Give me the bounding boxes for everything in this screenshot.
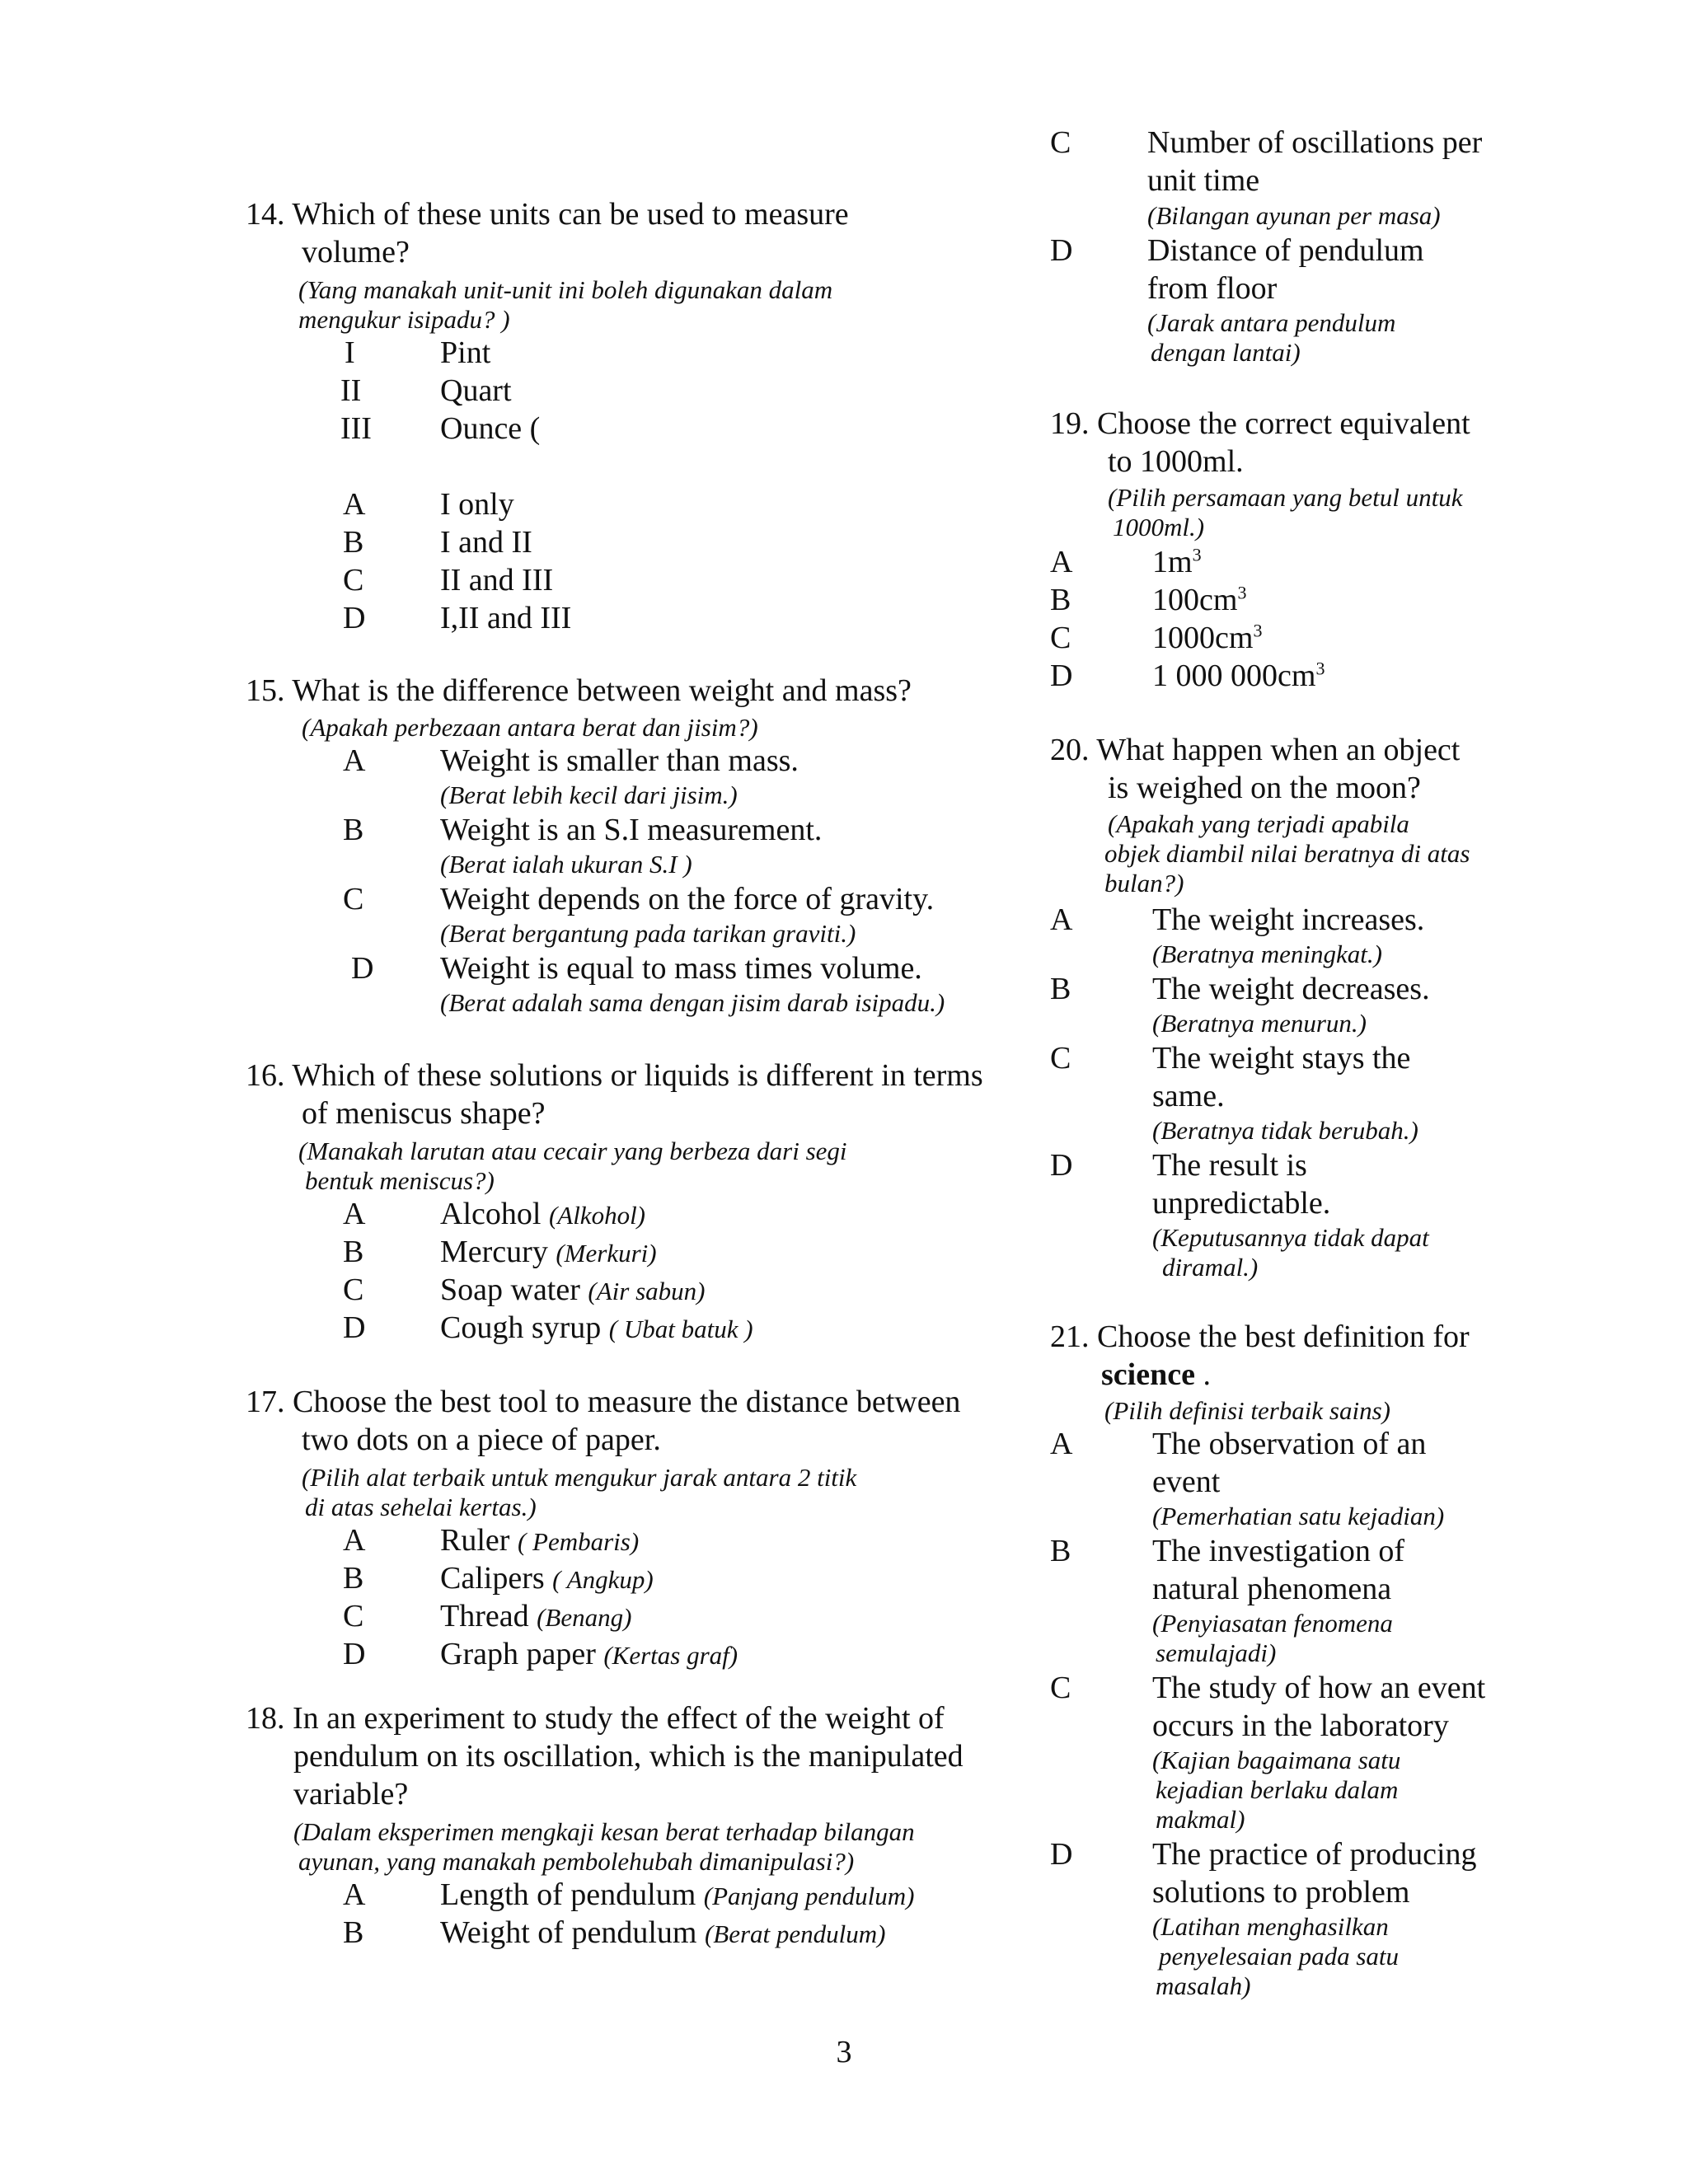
q21-option-b-text: The investigation of [1152, 1534, 1405, 1568]
q20-option-d-label: D [1050, 1148, 1073, 1183]
q19-option-c-label: C [1050, 621, 1071, 655]
q16-option-b [440, 1233, 657, 1272]
q20-option-c-label: C [1050, 1041, 1071, 1076]
q21-option-a-text: The observation of an [1152, 1427, 1427, 1461]
q18-option-d-text-cont: from floor [1147, 271, 1278, 306]
q14-item-i-text: Pint [440, 335, 491, 370]
q19-option-b [1152, 581, 1246, 619]
q14-option-d-label: D [343, 601, 366, 635]
q21-option-b-translation: (Penyiasatan fenomena [1152, 1609, 1393, 1638]
q17-option-c [440, 1597, 631, 1637]
keyword-science: science [1101, 1357, 1195, 1392]
q20-option-c-text: The weight stays the [1152, 1041, 1411, 1076]
superscript: 3 [1237, 582, 1247, 603]
q14-item-ii-text: Quart [440, 373, 512, 408]
q16-option-b-label: B [343, 1235, 364, 1269]
option-translation: ( Angkup) [552, 1565, 654, 1594]
option-translation: (Berat pendulum) [704, 1919, 886, 1948]
option-translation: (Alkohol) [548, 1201, 646, 1230]
question-18-text: 18. In an experiment to study the effect of the weight of [246, 1701, 945, 1736]
option-text: Weight of pendulum [440, 1915, 697, 1950]
q14-option-c-text: II and III [440, 563, 554, 598]
question-20-translation-cont: objek diambil nilai beratnya di atas [1104, 839, 1470, 868]
q17-option-c-label: C [343, 1599, 364, 1633]
q21-option-d-translation: (Latihan menghasilkan [1152, 1912, 1389, 1941]
q18-option-b-label: B [343, 1915, 364, 1950]
question-14-text-cont: volume? [302, 235, 410, 269]
question-17-translation: (Pilih alat terbaik untuk mengukur jarak antara 2 titik [302, 1463, 857, 1492]
question-18-translation: (Dalam eksperimen mengkaji kesan berat terhadap bilangan [293, 1817, 915, 1846]
q15-option-c-text: Weight depends on the force of gravity. [440, 882, 935, 916]
question-18-text-cont2: variable? [293, 1777, 409, 1811]
q17-option-b-label: B [343, 1561, 364, 1596]
q15-option-a-label: A [343, 743, 366, 778]
q15-option-d-label: D [351, 951, 374, 986]
q21-option-c-translation: (Kajian bagaimana satu [1152, 1746, 1401, 1774]
question-20-translation: (Apakah yang terjadi apabila [1108, 809, 1409, 838]
item-label: I [345, 335, 355, 370]
q21-option-d-translation-cont2: masalah) [1156, 1971, 1251, 2000]
q21-option-a-translation: (Pemerhatian satu kejadian) [1152, 1502, 1445, 1530]
q21-option-c-translation-cont2: makmal) [1156, 1805, 1245, 1834]
q18-option-b [440, 1914, 885, 1953]
option-text: Graph paper [440, 1637, 596, 1671]
question-15-translation: (Apakah perbezaan antara berat dan jisim?) [302, 713, 758, 742]
q20-option-b-translation: (Beratnya menurun.) [1152, 1009, 1367, 1038]
q14-item-ii: II [340, 373, 362, 408]
question-18-text-cont: pendulum on its oscillation, which is the manipulated [293, 1739, 964, 1774]
option-text: Calipers [440, 1561, 545, 1596]
q20-option-a-text: The weight increases. [1152, 902, 1425, 937]
q15-option-b-label: B [343, 813, 364, 847]
q18-option-c-translation: (Bilangan ayunan per masa) [1147, 201, 1441, 230]
q18-option-d-translation-cont: dengan lantai) [1151, 338, 1301, 367]
q21-option-a-label: A [1050, 1427, 1073, 1461]
question-20-text: 20. What happen when an object [1050, 733, 1461, 767]
q18-option-d-text: Distance of pendulum [1147, 233, 1424, 268]
question-20-text-cont: is weighed on the moon? [1108, 771, 1421, 805]
superscript: 3 [1315, 658, 1325, 679]
q15-option-d-text: Weight is equal to mass times volume. [440, 951, 922, 986]
q19-option-c [1152, 619, 1262, 657]
question-20-translation-cont2: bulan?) [1104, 869, 1184, 898]
option-text: Alcohol [440, 1197, 542, 1231]
q16-option-a-label: A [343, 1197, 366, 1231]
option-translation: (Merkuri) [556, 1239, 657, 1268]
question-16-translation: (Manakah larutan atau cecair yang berbeza dari segi [298, 1137, 847, 1165]
superscript: 3 [1253, 620, 1263, 641]
q16-option-a [440, 1195, 645, 1235]
punctuation: . [1194, 1357, 1211, 1392]
q18-option-c-text: Number of oscillations per [1147, 125, 1483, 160]
q21-option-c-label: C [1050, 1671, 1071, 1705]
q20-option-d-text-cont: unpredictable. [1152, 1186, 1331, 1221]
option-text: Mercury [440, 1235, 548, 1269]
question-16-translation-cont: bentuk meniscus?) [305, 1166, 495, 1195]
q20-option-d-translation: (Keputusannya tidak dapat [1152, 1223, 1429, 1252]
page-number: 3 [836, 2035, 852, 2069]
q17-option-a [440, 1521, 639, 1561]
q15-option-b-translation: (Berat ialah ukuran S.I ) [440, 850, 692, 879]
q20-option-a-translation: (Beratnya meningkat.) [1152, 940, 1382, 968]
q14-option-a-label: A [343, 487, 366, 522]
option-translation: (Benang) [537, 1603, 632, 1632]
q16-option-d [440, 1309, 753, 1348]
question-14-translation: (Yang manakah unit-unit ini boleh digunakan dalam [298, 275, 833, 304]
question-14-text: 14. Which of these units can be used to measure [246, 197, 849, 232]
q21-option-b-text-cont: natural phenomena [1152, 1572, 1392, 1606]
question-19-translation-cont: 1000ml.) [1113, 513, 1205, 541]
q14-option-b-label: B [343, 525, 364, 560]
question-17-translation-cont: di atas sehelai kertas.) [305, 1493, 537, 1521]
q19-option-d [1152, 657, 1325, 695]
q17-option-d-label: D [343, 1637, 366, 1671]
option-translation: ( Ubat batuk ) [608, 1315, 753, 1343]
option-translation: (Panjang pendulum) [703, 1882, 915, 1910]
q20-option-c-translation: (Beratnya tidak berubah.) [1152, 1116, 1418, 1145]
q21-option-b-translation-cont: semulajadi) [1156, 1638, 1277, 1667]
q14-option-c-label: C [343, 563, 364, 598]
option-text: Ruler [440, 1523, 510, 1558]
q15-option-c-label: C [343, 882, 364, 916]
option-text: 1m [1152, 545, 1193, 579]
q21-option-b-label: B [1050, 1534, 1071, 1568]
question-21-text-cont [1101, 1356, 1211, 1394]
question-15-text: 15. What is the difference between weight and mass? [246, 673, 912, 708]
option-text: Thread [440, 1599, 529, 1633]
q14-item-iii-text: Ounce ( [440, 411, 541, 446]
question-16-text-cont: of meniscus shape? [302, 1096, 546, 1131]
question-17-text-cont: two dots on a piece of paper. [302, 1422, 661, 1457]
question-14-translation-cont: mengukur isipadu? ) [298, 305, 510, 334]
option-text: 1 000 000cm [1152, 658, 1316, 693]
q14-item-iii: III [340, 411, 372, 446]
superscript: 3 [1192, 544, 1202, 565]
q20-option-b-label: B [1050, 972, 1071, 1006]
q15-option-a-text: Weight is smaller than mass. [440, 743, 799, 778]
option-text: Length of pendulum [440, 1877, 696, 1912]
question-21-text: 21. Choose the best definition for [1050, 1319, 1470, 1354]
q20-option-d-text: The result is [1152, 1148, 1307, 1183]
q14-option-a-text: I only [440, 487, 514, 522]
option-translation: ( Pembaris) [517, 1527, 640, 1556]
question-16-text: 16. Which of these solutions or liquids is different in terms [246, 1058, 983, 1093]
q16-option-d-label: D [343, 1310, 366, 1345]
q21-option-a-text-cont: event [1152, 1465, 1221, 1499]
q18-option-a-label: A [343, 1877, 366, 1912]
question-21-translation: (Pilih definisi terbaik sains) [1104, 1396, 1390, 1425]
q14-item-i [345, 334, 355, 372]
question-18-translation-cont: ayunan, yang manakah pembolehubah dimanipulasi?) [298, 1847, 855, 1876]
q17-option-d [440, 1635, 738, 1675]
q19-option-d-label: D [1050, 658, 1073, 693]
q18-option-c-text-cont: unit time [1147, 163, 1260, 198]
q17-option-b [440, 1559, 654, 1599]
q19-option-a [1152, 543, 1202, 581]
q18-option-a [440, 1876, 915, 1915]
q21-option-d-text-cont: solutions to problem [1152, 1875, 1410, 1910]
question-19-text: 19. Choose the correct equivalent [1050, 406, 1470, 441]
q20-option-a-label: A [1050, 902, 1073, 937]
question-17-text: 17. Choose the best tool to measure the distance between [246, 1385, 961, 1419]
q15-option-b-text: Weight is an S.I measurement. [440, 813, 823, 847]
q20-option-d-translation-cont: diramal.) [1162, 1253, 1259, 1282]
q18-option-d-label: D [1050, 233, 1073, 268]
q15-option-d-translation: (Berat adalah sama dengan jisim darab isipadu.) [440, 988, 945, 1017]
q19-option-a-label: A [1050, 545, 1073, 579]
q21-option-d-label: D [1050, 1837, 1073, 1872]
option-text: 1000cm [1152, 621, 1254, 655]
q14-option-d-text: I,II and III [440, 601, 572, 635]
q19-option-b-label: B [1050, 583, 1071, 617]
question-19-text-cont: to 1000ml. [1108, 444, 1244, 479]
q14-option-b-text: I and II [440, 525, 532, 560]
q20-option-c-text-cont: same. [1152, 1079, 1225, 1113]
q21-option-c-text: The study of how an event [1152, 1671, 1486, 1705]
option-text: Cough syrup [440, 1310, 602, 1345]
q15-option-c-translation: (Berat bergantung pada tarikan graviti.) [440, 919, 856, 948]
q21-option-c-text-cont: occurs in the laboratory [1152, 1708, 1449, 1743]
q21-option-c-translation-cont: kejadian berlaku dalam [1156, 1775, 1399, 1804]
option-text: 100cm [1152, 583, 1238, 617]
option-translation: (Kertas graf) [603, 1641, 738, 1670]
question-19-translation: (Pilih persamaan yang betul untuk [1108, 483, 1463, 512]
q18-option-d-translation: (Jarak antara pendulum [1147, 308, 1396, 337]
q21-option-d-text: The practice of producing [1152, 1837, 1477, 1872]
option-translation: (Air sabun) [588, 1277, 706, 1305]
q17-option-a-label: A [343, 1523, 366, 1558]
q16-option-c [440, 1271, 705, 1310]
option-text: Soap water [440, 1272, 580, 1307]
q20-option-b-text: The weight decreases. [1152, 972, 1430, 1006]
q18-option-c-label: C [1050, 125, 1071, 160]
q16-option-c-label: C [343, 1272, 364, 1307]
q15-option-a-translation: (Berat lebih kecil dari jisim.) [440, 780, 738, 809]
q21-option-d-translation-cont: penyelesaian pada satu [1159, 1942, 1400, 1971]
